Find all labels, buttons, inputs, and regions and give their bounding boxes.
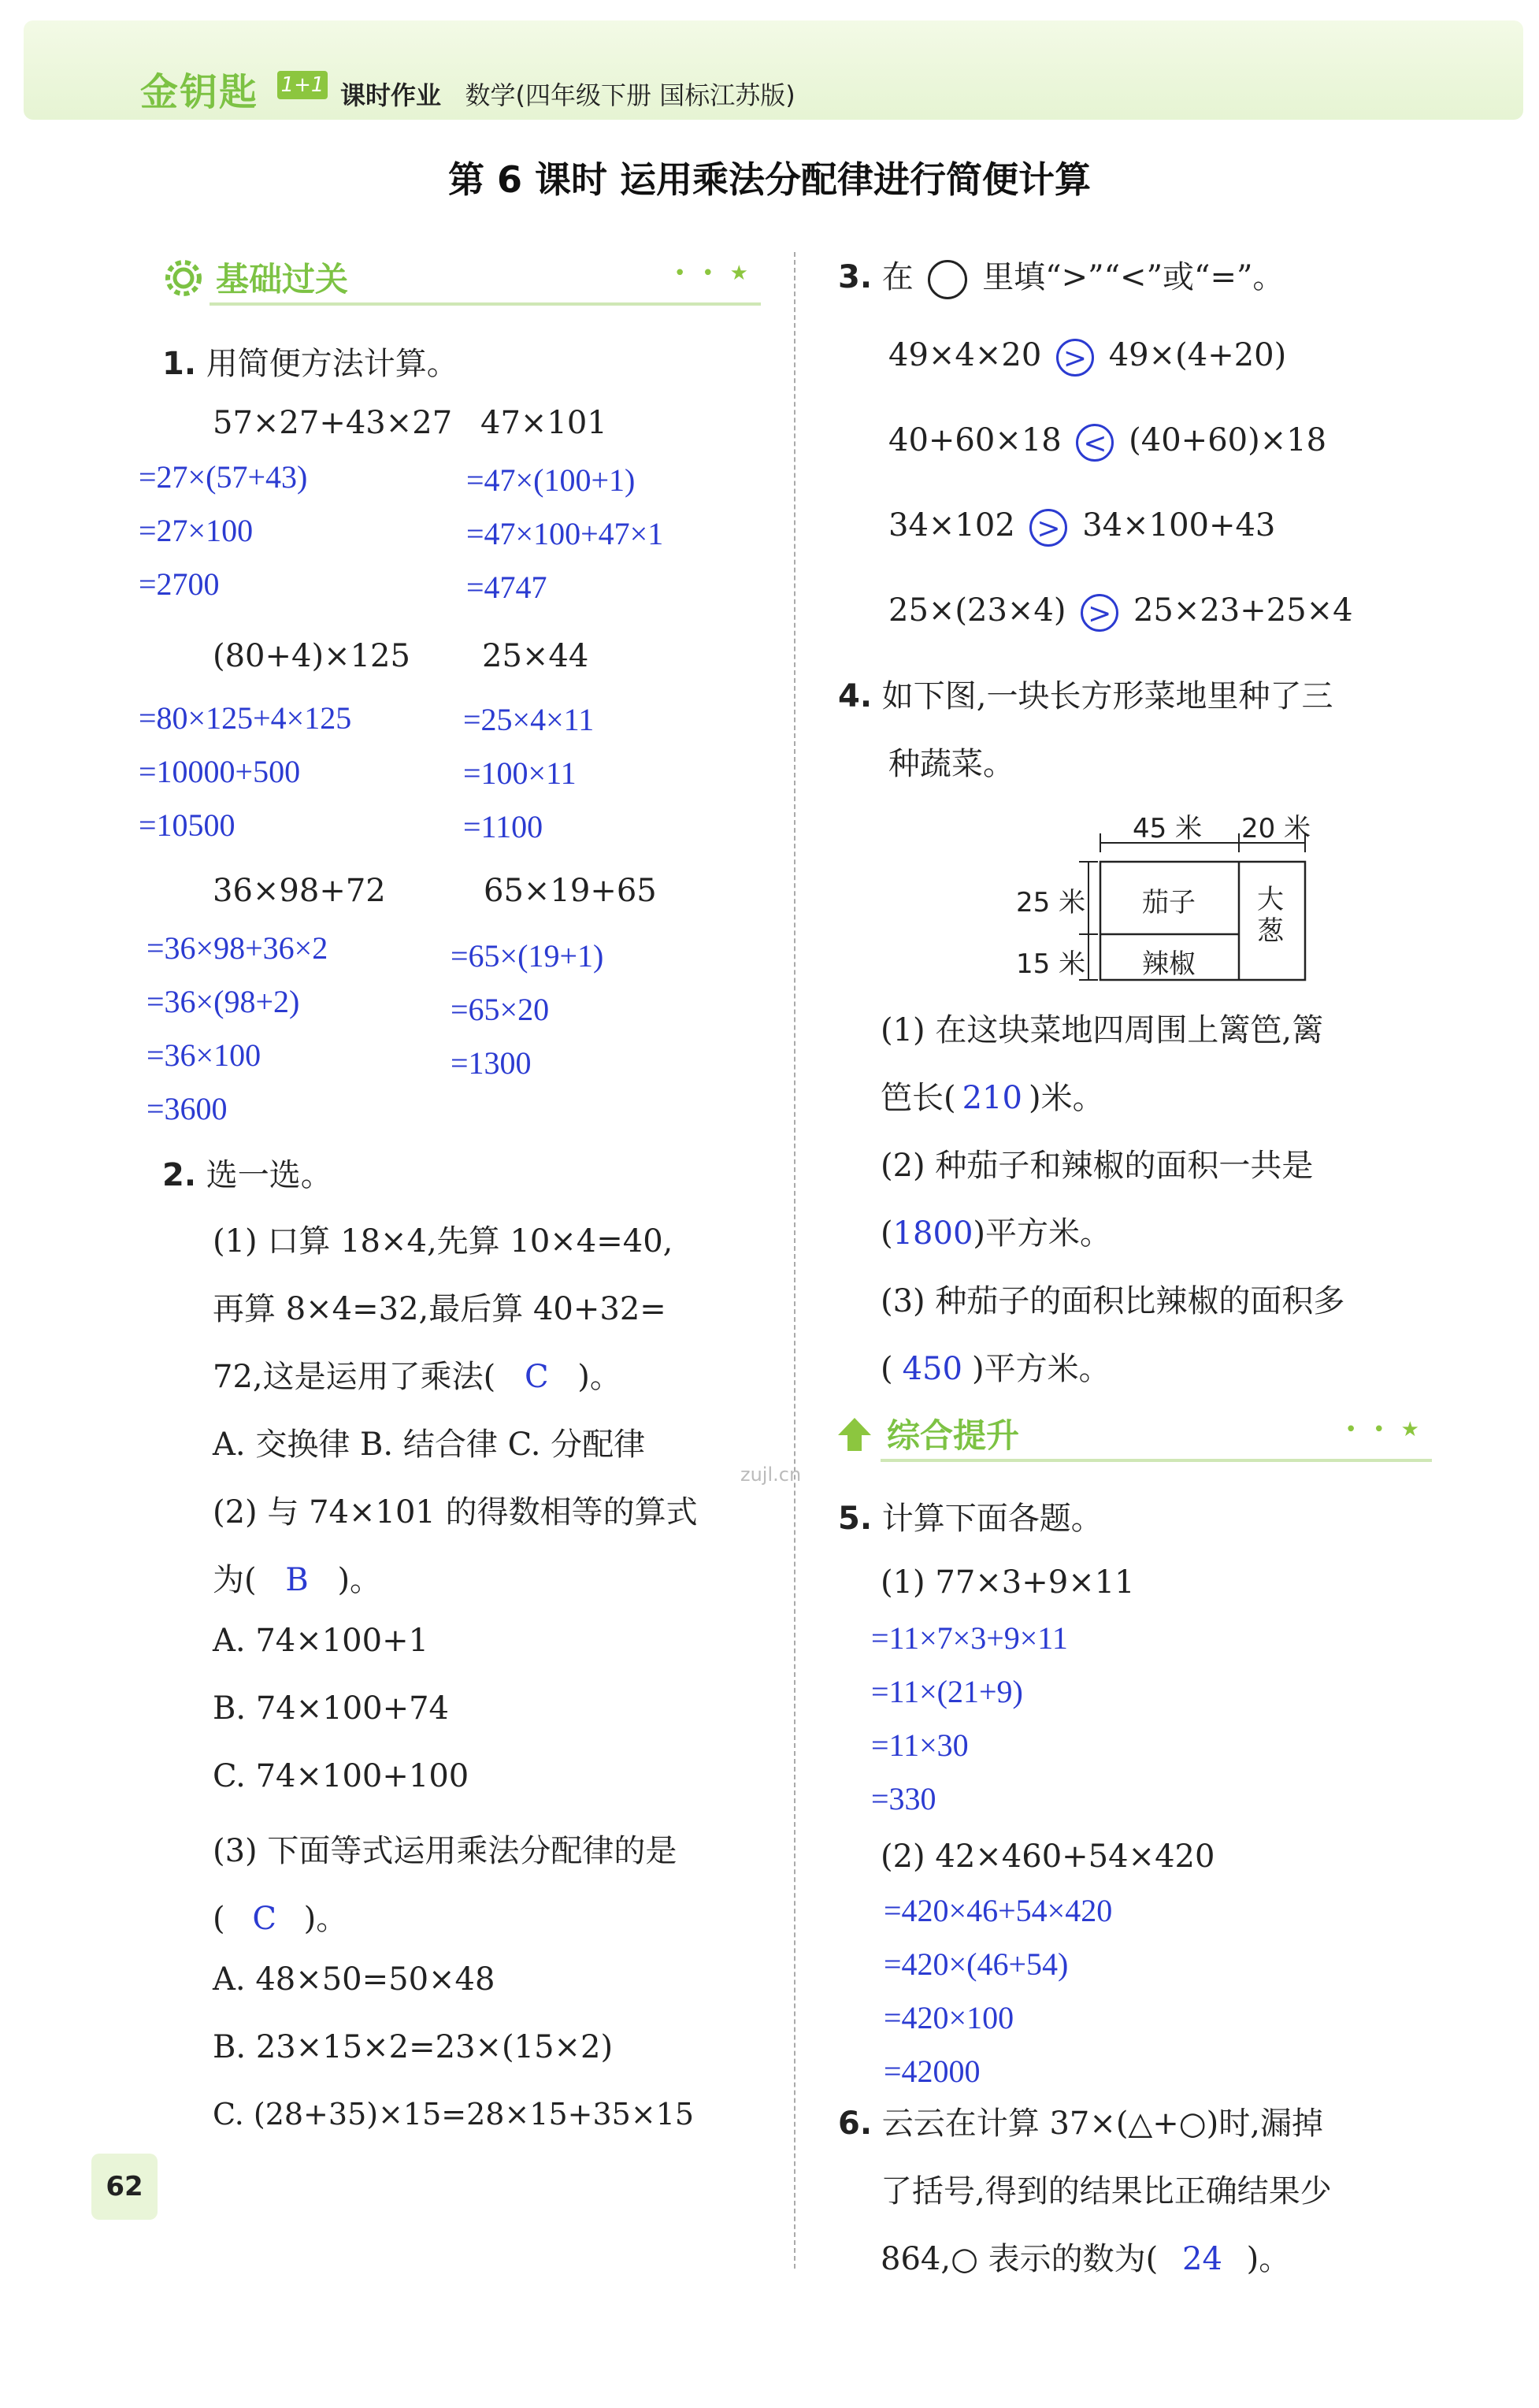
q2-p1-text: 72,这是运用了乘法(	[213, 1359, 496, 1395]
q5-step: =420×46+54×420	[884, 1893, 1113, 1928]
q5-step: =420×100	[884, 2000, 1014, 2035]
q2-p2-option: B. 74×100+74	[213, 1690, 449, 1727]
q3-prompt-pre: 在	[881, 259, 914, 295]
watermark: zujl.cn	[740, 1464, 802, 1486]
q3-right: 25×23+25×4	[1133, 592, 1353, 629]
q3-row	[888, 592, 1353, 632]
veg-pepper: 辣椒	[1142, 948, 1196, 980]
q2-p3-text: (	[213, 1901, 225, 1937]
gear-icon	[162, 257, 205, 299]
q3-sign: >	[1029, 509, 1067, 547]
q1-step: =65×20	[451, 992, 550, 1027]
q3-sign: >	[1081, 594, 1118, 632]
q2-p2-option: C. 74×100+100	[213, 1758, 469, 1794]
q3-row	[888, 422, 1326, 462]
q6-text: 864,○ 表示的数为(	[881, 2241, 1159, 2277]
q2-prompt: 选一选。	[206, 1157, 332, 1193]
q4-p3-line	[881, 1344, 1111, 1389]
section-basic	[162, 250, 761, 306]
header-text	[340, 76, 795, 112]
q4-p1-answer: 210	[962, 1080, 1022, 1116]
q5-step: =330	[871, 1781, 936, 1816]
q2-p3-line	[213, 1894, 347, 1939]
q4-p2-line: (2) 种茄子和辣椒的面积一共是	[881, 1148, 1314, 1184]
q2-p3-option: A. 48×50=50×48	[213, 1961, 495, 1998]
q2-p2-text: 为(	[213, 1562, 257, 1598]
q5-p2-expr: (2) 42×460+54×420	[881, 1838, 1215, 1875]
q6-answer: 24	[1182, 2241, 1222, 2277]
q5-step: =11×(21+9)	[871, 1674, 1023, 1709]
q3-left: 40+60×18	[888, 422, 1062, 458]
q6	[838, 2098, 1323, 2143]
q1-step: =3600	[146, 1091, 228, 1126]
dim-width-b: 20 米	[1241, 813, 1311, 844]
dim-height-b: 15 米	[1016, 948, 1086, 980]
q1-step: =4747	[466, 570, 547, 605]
dim-width-a: 45 米	[1133, 813, 1203, 844]
q6-line: 云云在计算 37×(△+○)时,漏掉	[881, 2106, 1323, 2142]
q2-p1-line	[213, 1352, 621, 1397]
q4-prompt-line: 如下图,一块长方形菜地里种了三	[881, 678, 1333, 714]
q2-p1-close: )。	[577, 1359, 621, 1395]
star-dots-icon: • • ★	[673, 262, 753, 285]
star-dots-icon: • • ★	[1344, 1418, 1424, 1441]
q4-p2-close: )平方米。	[973, 1215, 1112, 1252]
q5-step: =11×7×3+9×11	[871, 1620, 1068, 1656]
q2-p3-answer: C	[252, 1901, 276, 1937]
q5-p1-expr: (1) 77×3+9×11	[881, 1564, 1135, 1601]
q2-p3-close: )。	[303, 1901, 348, 1937]
section-basic-title: 基础过关	[216, 260, 349, 299]
section-underline	[881, 1459, 1432, 1462]
q2-p1-line: (1) 口算 18×4,先算 10×4=40,	[213, 1223, 673, 1260]
q5-step: =420×(46+54)	[884, 1946, 1069, 1982]
q3-sign: >	[1056, 339, 1094, 377]
q4-p3-answer: 450	[902, 1351, 962, 1387]
column-divider	[794, 252, 795, 2269]
q2-p2-option: A. 74×100+1	[213, 1623, 429, 1659]
q1-expr-3: (80+4)×125	[213, 638, 410, 674]
q4-p2-answer: 1800	[892, 1215, 973, 1252]
dim-height-a: 25 米	[1016, 887, 1086, 918]
brand-badge: 1+1	[277, 71, 328, 99]
q4-p3-text: (	[881, 1351, 893, 1387]
q4-p3-line: (3) 种茄子的面积比辣椒的面积多	[881, 1283, 1345, 1319]
page-title: 第 6 课时 运用乘法分配律进行简便计算	[447, 158, 1092, 201]
vegetable-field-diagram	[1016, 796, 1347, 985]
q1-step: =2700	[139, 566, 220, 602]
q3-row	[888, 507, 1275, 547]
q2-p2-answer: B	[285, 1562, 309, 1598]
q6-line	[881, 2234, 1290, 2279]
q2-p2-line	[213, 1555, 381, 1600]
q4-p1-text: 笆长(	[881, 1080, 956, 1116]
q1-step: =10500	[139, 807, 235, 843]
q1-expr-5: 36×98+72	[213, 873, 386, 909]
q1-step: =47×100+47×1	[466, 516, 664, 551]
q4-p1-close: )米。	[1028, 1080, 1104, 1116]
q2-p1-line: 再算 8×4=32,最后算 40+32=	[213, 1291, 666, 1327]
q1-step: =1300	[451, 1045, 532, 1081]
q4	[838, 671, 1333, 716]
veg-eggplant: 茄子	[1142, 887, 1196, 918]
q3-prompt-post: 里填“>”“<”或“=”。	[982, 259, 1285, 295]
section-advanced-title: 综合提升	[887, 1416, 1020, 1455]
q3-sign: <	[1076, 424, 1114, 462]
q6-number: 6.	[838, 2106, 873, 2142]
q2-p2-close: )。	[337, 1562, 382, 1598]
q2-p3-option: C. (28+35)×15=28×15+35×15	[213, 2097, 695, 2132]
q5-prompt: 计算下面各题。	[881, 1501, 1103, 1537]
q1-step: =10000+500	[139, 754, 301, 789]
q1-step: =1100	[463, 809, 543, 844]
q3-left: 25×(23×4)	[888, 592, 1066, 629]
arrow-up-icon	[833, 1413, 876, 1456]
q4-p3-close: )平方米。	[971, 1351, 1111, 1387]
q5-step: =11×30	[871, 1727, 969, 1763]
q2	[162, 1150, 332, 1195]
q6-close: )。	[1246, 2241, 1291, 2277]
q6-line: 了括号,得到的结果比正确结果少	[881, 2173, 1332, 2209]
q3-right: (40+60)×18	[1129, 422, 1327, 458]
q1-step: =80×125+4×125	[139, 700, 352, 736]
q2-number: 2.	[162, 1157, 197, 1193]
q1-step: =100×11	[463, 755, 577, 791]
q1-step: =65×(19+1)	[451, 938, 604, 974]
q1-step: =36×100	[146, 1037, 261, 1073]
q1-step: =36×98+36×2	[146, 930, 328, 966]
q1-step: =47×(100+1)	[466, 462, 636, 498]
q2-p3-line: (3) 下面等式运用乘法分配律的是	[213, 1833, 677, 1869]
q1-step: =27×100	[139, 513, 254, 548]
q4-number: 4.	[838, 678, 873, 714]
q2-p3-option: B. 23×15×2=23×(15×2)	[213, 2029, 614, 2065]
q1-prompt: 用简便方法计算。	[206, 346, 458, 382]
q3	[838, 252, 1284, 299]
q4-p1-line	[881, 1073, 1104, 1118]
q3-number: 3.	[838, 259, 873, 295]
q3-left: 49×4×20	[888, 337, 1042, 373]
q1-number: 1.	[162, 346, 197, 382]
q3-row	[888, 337, 1286, 377]
section-underline	[210, 302, 761, 306]
brand-logo: 金钥匙	[140, 70, 259, 114]
q1	[162, 339, 458, 384]
q5-step: =42000	[884, 2054, 981, 2089]
q1-expr-2: 47×101	[480, 405, 607, 441]
q1-expr-1: 57×27+43×27	[213, 405, 453, 441]
q2-p1-options: A. 交换律 B. 结合律 C. 分配律	[213, 1427, 646, 1463]
q3-left: 34×102	[888, 507, 1015, 544]
header-subject: 数学(四年级下册 国标江苏版)	[465, 80, 795, 110]
q2-p1-answer: C	[524, 1359, 549, 1395]
q3-right: 49×(4+20)	[1108, 337, 1287, 373]
q4-p2-line	[881, 1208, 1111, 1253]
blank-circle-icon	[928, 260, 967, 299]
q3-right: 34×100+43	[1082, 507, 1276, 544]
q1-step: =27×(57+43)	[139, 459, 308, 495]
page-number: 62	[91, 2154, 158, 2220]
veg-scallion: 大葱	[1257, 884, 1284, 947]
q5	[838, 1493, 1103, 1538]
q5-number: 5.	[838, 1501, 873, 1537]
q4-prompt-line: 种蔬菜。	[888, 746, 1014, 782]
header-series: 课时作业	[340, 80, 442, 110]
q1-step: =25×4×11	[463, 702, 595, 737]
q1-expr-4: 25×44	[482, 638, 589, 674]
q4-p1-line: (1) 在这块菜地四周围上篱笆,篱	[881, 1012, 1324, 1048]
section-advanced	[833, 1407, 1432, 1462]
q1-expr-6: 65×19+65	[484, 873, 657, 909]
q4-p2-text: (	[881, 1215, 893, 1252]
q1-step: =36×(98+2)	[146, 984, 300, 1019]
q2-p2-line: (2) 与 74×101 的得数相等的算式	[213, 1494, 698, 1531]
